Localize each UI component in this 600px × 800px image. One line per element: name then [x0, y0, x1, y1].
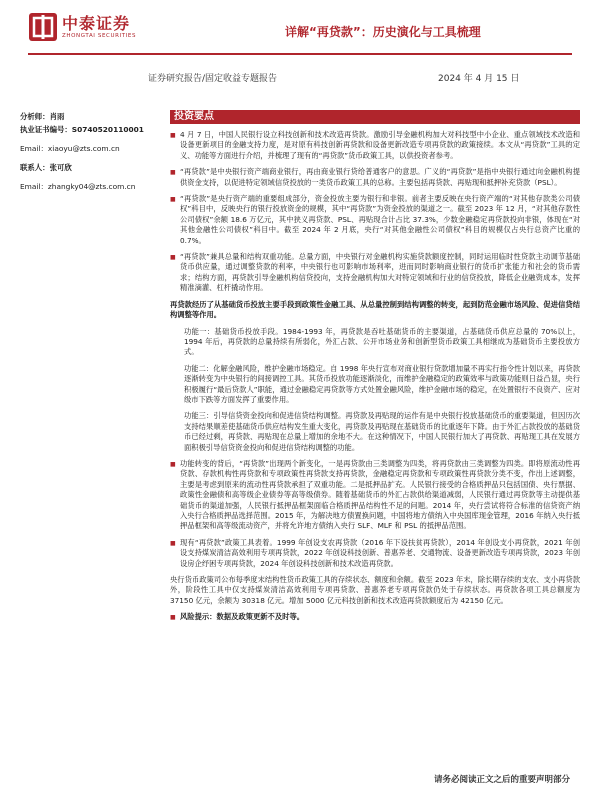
company-logo: [28, 12, 136, 42]
paragraph-text: 功能一：基础货币投放手段。1984-1993 年，再贷款是吞吐基础货币的主要渠道，占基础货币供应总量的 70%以上，1994 年后，再贷款的总量持续有所弱化，外汇占款、公开市场业务和创新型货币政策工具相继成为基础货币主要投放方式。: [184, 326, 580, 357]
paragraph-text: 现有“再贷款”政策工具表着。1999 年创设支农再贷款（2016 年下设扶贫再贷款），2014 年创设支小再贷款，2021 年创设支持煤炭清洁高效利用专项再贷款，2022 年创设科技创新、普惠养老、交通物流、设备更新改造专项再贷款，2023 年创设房企纾困专项再贷款，2024 年创设科技创新和技术改造再贷款。: [180, 537, 580, 568]
logo-chinese-name: 中泰证券: [62, 14, 131, 33]
summary-paragraph: [170, 459, 580, 532]
summary-paragraph: [170, 538, 580, 569]
paragraph-text: 再贷款经历了从基础货币投放主要手段到政策性金融工具、从总量控制到结构调整的转变，起到防范金融市场风险、促进信贷结构调整等作用。: [170, 299, 580, 320]
section-heading: 投资要点: [170, 110, 580, 124]
paragraph-text: 功能转变的背后，“再贷款”出现两个新变化，一是再贷款由三类调整为四类，将再贷款由三类调整为四类。即将原流动性再贷款、存款机构性再贷款和专项政策性再贷款支持再贷款，金融稳定再贷款和专项政策性再贷款分类不变，作出上述调整，主要是考虑到原来的流动性再贷款承担了双重功能。二是抵押品扩充。人民银行接受的合格质押品只包括国债、央行票据、政策性金融债和高等级企业债券等高等级债券。随着基础货币的外汇占款供给渠道减弱，人民银行通过再贷款等主动提供基础货币的渠道加强，人民银行抵押品框架面临合格质押品结构性不足的问题。2014 年，央行尝试将符合标准的信贷资产纳入央行合格质押品选择范围。2015 年，为解决地方债置换问题，中国将地方债纳入中央国库现金管理，2016 年纳入央行抵押品框架和高等级流动资产，并将允许地方债纳入央行 SLF、MLF 和 PSL 的抵押品范围。: [180, 458, 580, 531]
square-bullet-icon: ■: [170, 614, 176, 622]
summary-paragraph: [170, 300, 580, 321]
summary-paragraph: [170, 327, 580, 358]
paragraph-text: 功能三：引导信贷资金投向和促进信贷结构调整。再贷款及再贴现的运作有是中央银行投放基础货币的重要渠道，但因历次支持结果顺差使基础货币供应结构发生重大变化，再贷款及再贴现在基础货币的比重逐年下降。由于外汇占款投放的基础货币已经过剩，再贷款、再贴现在总量上增加的余地不大。在这种情况下，中国人民银行加大了再贷款、再贴现工具在发展方面积极引导信贷资金投向和促进信贷结构调整的功能。: [184, 411, 580, 452]
contact-email-row: [20, 180, 160, 193]
paragraph-text: 央行货币政策司公布每季度末结构性货币政策工具的存续状态、额度和余额。截至 2023 年末，除长期存续的支农、支小再贷款外，阶段性工具中仅支持煤炭清洁高效利用专项再贷款、普惠养老专项再贷款仍处于存续状态。再贷款各项工具总额度为 37150 亿元，余额为 30318 亿元。增加 5000 亿元科技创新和技术改造再贷款额度后为 42150 亿元。: [170, 575, 580, 605]
analyst-info: [20, 110, 160, 193]
paragraph-text: 风险提示：数据及政策更新不及时等。: [180, 612, 305, 622]
summary-section: [170, 110, 580, 624]
summary-paragraph: [170, 194, 580, 246]
summary-paragraph: [170, 575, 580, 606]
email-label: Email：: [20, 144, 48, 153]
disclaimer-footer: 请务必阅读正文之后的重要声明部分: [433, 775, 570, 785]
report-date: 2024 年 4 月 15 日: [438, 74, 520, 84]
summary-paragraph: [170, 252, 580, 294]
summary-paragraph: [170, 167, 580, 188]
analyst-row: [20, 110, 160, 123]
zhongtai-logo-icon: [28, 12, 58, 42]
report-title: 详解“再贷款”：历史演化与工具梳理: [285, 25, 481, 39]
summary-paragraph: [170, 411, 580, 453]
square-bullet-icon: ■: [170, 254, 176, 262]
paragraph-text: 功能二：化解金融风险，维护金融市场稳定。自 1998 年央行宣布对商业银行贷款增加量不再实行指令性计划以来，再贷款逐渐转变为中央银行的间接调控工具。其货币投放功能逐渐淡化，而维护金融稳定的政策效率与政策功能则日益凸显，央行积极履行“最后贷款人”职能，通过金融稳定再贷款等方式处置金融风险，维护金融市场的稳定，在处置银行不良资产、应对级市下跌等方面发挥了重要作用。: [184, 363, 580, 404]
square-bullet-icon: ■: [170, 539, 176, 547]
square-bullet-icon: ■: [170, 132, 176, 139]
paragraph-text: “再贷款”是央行资产端的重要组成部分，资金投放主要为银行和非银。前者主要反映在央行资产端的“对其他存款类公司债权”科目中，反映央行的银行投放资金的规模，其中“再贷款”为资金投放的渠道之一。截至 2023 年 12 月，“对其他存款性公司债权”余额 18.6 万亿元，其中狭义再贷款、PSL、再贴现合计占比 37.3%，少数金融稳定再贷款投向非银，体现在“对其他金融性公司债权”科目中。截至 2024 年 2 月底，央行“对其他金融性公司债权”科目的规模仅占央行总资产比重的 0.7%。: [180, 194, 580, 245]
title-divider: [28, 53, 572, 55]
square-bullet-icon: ■: [170, 460, 176, 468]
summary-paragraph: [170, 364, 580, 406]
analyst-name: 肖雨: [49, 112, 65, 121]
summary-paragraph: [170, 130, 580, 161]
logo-english-name: ZHONGTAI SECURITIES: [62, 33, 137, 39]
risk-warning: [170, 612, 580, 623]
paragraph-text: “再贷款”兼具总量和结构双重功能。总量方面，中央银行对金融机构实施贷款额度控制，同时运用临时性贷款主动调节基础货币供应量，通过调整贷款的利率，中央银行也可影响市场利率，进而同时影响商业银行的货币扩张能力和社会的货币需求；结构方面，再贷款引导金融机构信贷投向，支持金融机构加大对特定领域和行业的信贷投放，降低企业融资成本，发挥精准滴灌、杠杆撬动作用。: [180, 252, 580, 293]
certificate-label: 执业证书编号：: [20, 125, 72, 134]
certificate-number: S0740520110001: [71, 125, 144, 134]
analyst-email-row: [20, 142, 160, 155]
paragraph-text: “再贷款”是中央银行资产端商业银行，再由商业银行贷给普通客户的意思。广义的“再贷款”是指中央银行通过向金融机构提供资金支持，以促进特定领域信贷投放的一类货币政策工具的总称。主要包括再贷款、再贴现和抵押补充贷款（PSL）。: [180, 167, 580, 187]
contact-email[interactable]: zhangky04@zts.com.cn: [47, 182, 136, 191]
certificate-row: [20, 123, 160, 136]
email-label: Email：: [20, 182, 48, 191]
analyst-email[interactable]: xiaoyu@zts.com.cn: [47, 144, 120, 153]
square-bullet-icon: ■: [170, 196, 176, 204]
paragraph-text: 4 月 7 日，中国人民银行设立科技创新和技术改造再贷款。激励引导金融机构加大对科技型中小企业、重点领域技术改造和设备更新项目的金融支持力度，是对原有科技创新再贷款和设备更新改造专项再贷款的政策接续。本文从“再贷款”工具的定义、功能等方面进行介绍，并梳理了现有的“再贷款”货币政策工具，以供投资者参考。: [180, 130, 580, 160]
analyst-label: 分析师：: [20, 112, 50, 121]
contact-row: [20, 161, 160, 174]
contact-label: 联系人：: [20, 163, 50, 172]
report-category: 证券研究报告/固定收益专题报告: [148, 74, 278, 84]
square-bullet-icon: ■: [170, 169, 176, 177]
contact-name: 张可欣: [49, 163, 72, 172]
